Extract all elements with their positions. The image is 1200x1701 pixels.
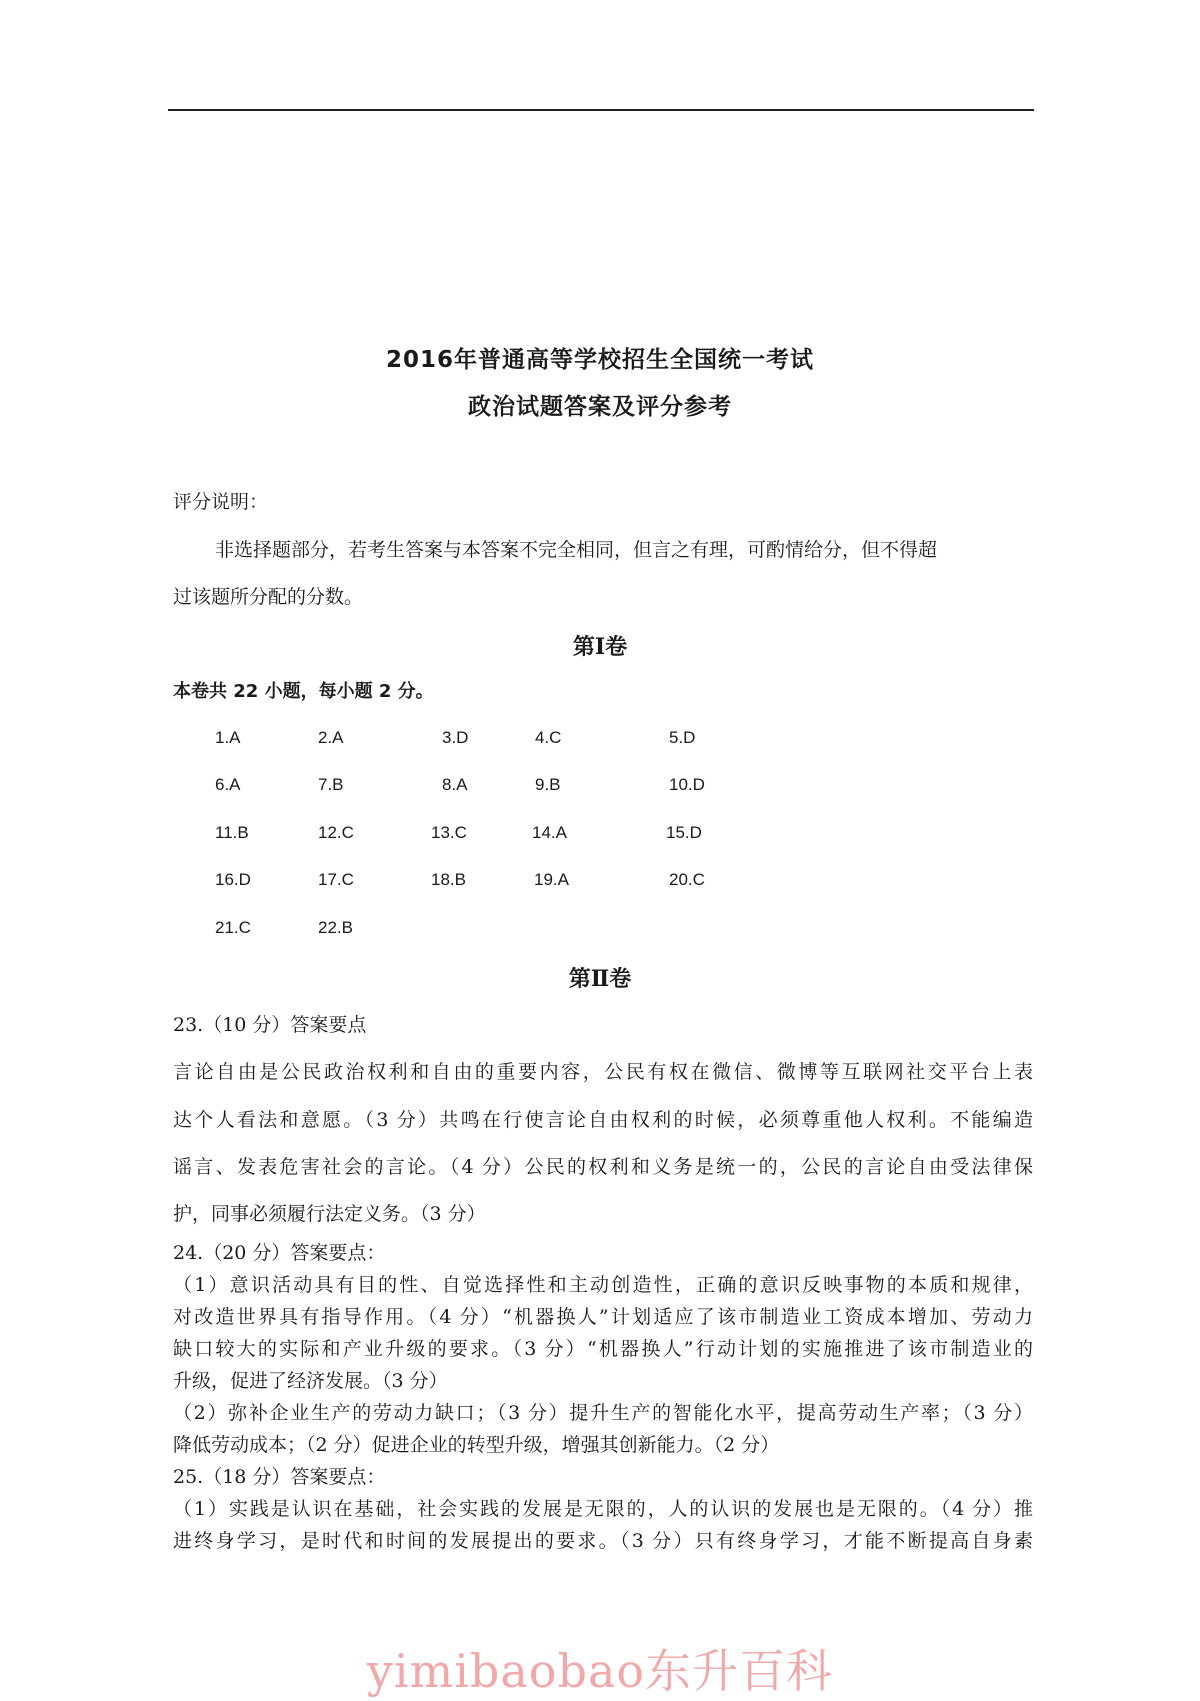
answer-item: 17.C [318, 870, 354, 889]
q25-heading: 25.（18 分）答案要点： [173, 1466, 386, 1488]
q23-line: 护，同事必须履行法定义务。（3 分） [173, 1203, 486, 1225]
q24-line: 对改造世界具有指导作用。（4 分）“机器换人”计划适应了该市制造业工资成本增加、劳动力 [173, 1306, 1033, 1328]
answer-item: 7.B [318, 775, 344, 794]
document-title: 2016年普通高等学校招生全国统一考试 [385, 347, 814, 373]
answer-item: 19.A [534, 870, 569, 889]
answer-item: 4.C [535, 728, 562, 747]
q25-line: （1）实践是认识在基础，社会实践的发展是无限的，人的认识的发展也是无限的。（4 分）推 [173, 1498, 1033, 1520]
q23-line: 谣言、发表危害社会的言论。（4 分）公民的权利和义务是统一的，公民的言论自由受法律保 [173, 1156, 1033, 1178]
answer-item: 1.A [215, 728, 241, 747]
scoring-text-line-1: 非选择题部分，若考生答案与本答案不完全相同，但言之有理，可酌情给分，但不得超 [215, 539, 938, 561]
q24-line: 降低劳动成本；（2 分）促进企业的转型升级，增强其创新能力。（2 分） [173, 1434, 780, 1456]
answer-item: 20.C [669, 870, 705, 889]
q24-line: 缺口较大的实际和产业升级的要求。（3 分）“机器换人”行动计划的实施推进了该市制造业的 [173, 1338, 1033, 1360]
q24-line: （2）弥补企业生产的劳动力缺口；（3 分）提升生产的智能化水平，提高劳动生产率；（3 分） [173, 1402, 1033, 1424]
answer-item: 13.C [431, 823, 467, 842]
answer-item: 15.D [666, 823, 702, 842]
q23-line: 达个人看法和意愿。（3 分）共鸣在行使言论自由权利的时候，必须尊重他人权利。不能编造 [173, 1109, 1033, 1131]
answer-item: 6.A [215, 775, 241, 794]
answer-item: 18.B [431, 870, 466, 889]
part1-note: 本卷共 22 小题，每小题 2 分。 [173, 681, 434, 702]
watermark: yimibaobao东升百科 [366, 1644, 834, 1698]
answer-item: 11.B [215, 823, 249, 842]
document-subtitle: 政治试题答案及评分参考 [468, 394, 732, 420]
answer-item: 16.D [215, 870, 251, 889]
answer-item: 8.A [442, 775, 468, 794]
answer-item: 9.B [535, 775, 561, 794]
answer-item: 5.D [669, 728, 696, 747]
q24-line: 升级，促进了经济发展。（3 分） [173, 1370, 448, 1392]
scoring-text-line-2: 过该题所分配的分数。 [173, 586, 364, 608]
q24-heading: 24.（20 分）答案要点： [173, 1242, 386, 1264]
answer-item: 3.D [442, 728, 469, 747]
q25-line: 进终身学习，是时代和时间的发展提出的要求。（3 分）只有终身学习，才能不断提高自身素 [173, 1530, 1033, 1552]
answer-item: 14.A [532, 823, 567, 842]
header-rule [168, 109, 1034, 111]
q23-line: 言论自由是公民政治权利和自由的重要内容，公民有权在微信、微博等互联网社交平台上表 [173, 1061, 1033, 1083]
answer-item: 12.C [318, 823, 354, 842]
answer-item: 10.D [669, 775, 705, 794]
q23-heading: 23.（10 分）答案要点 [173, 1014, 367, 1036]
scoring-label: 评分说明： [173, 491, 269, 513]
answer-item: 21.C [215, 918, 251, 937]
q24-line: （1）意识活动具有目的性、自觉选择性和主动创造性，正确的意识反映事物的本质和规律， [173, 1274, 1033, 1296]
part1-heading: 第Ⅰ卷 [572, 634, 628, 660]
part2-heading: 第Ⅱ卷 [568, 966, 632, 992]
answer-item: 22.B [318, 918, 353, 937]
answer-item: 2.A [318, 728, 344, 747]
